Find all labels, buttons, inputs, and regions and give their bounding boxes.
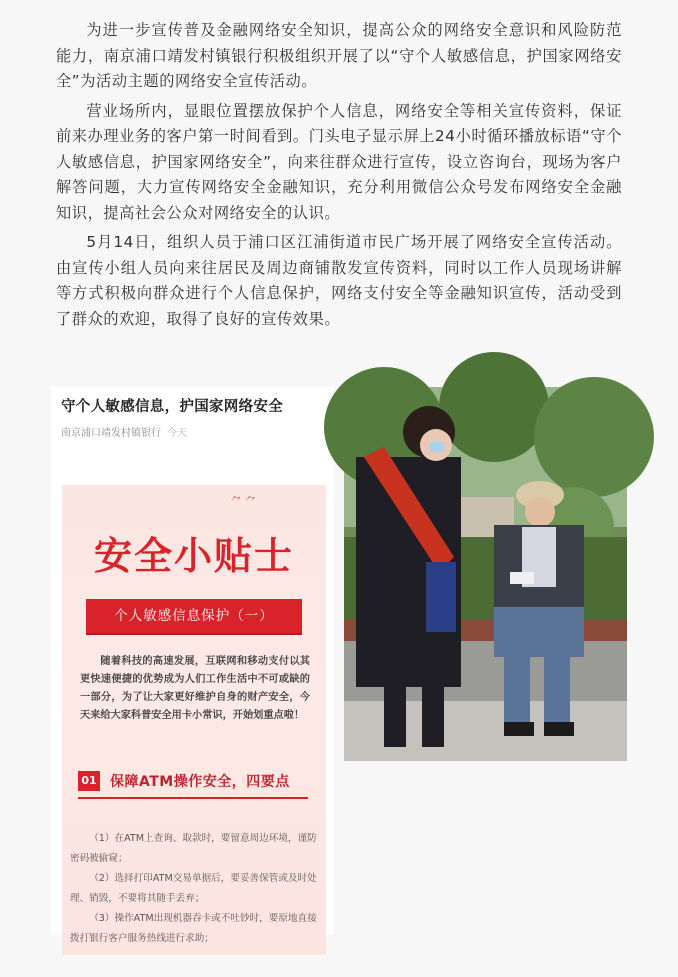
poster-source: 南京浦口靖发村镇银行 <box>61 428 161 439</box>
section-title: 保障ATM操作安全，四要点 <box>110 774 290 790</box>
tips-banner: 个人敏感信息保护（一） <box>86 599 302 633</box>
tips-title: 安全小贴士 <box>93 533 294 578</box>
event-photo <box>344 387 627 761</box>
poster-time: 今天 <box>167 428 187 439</box>
poster-meta <box>61 424 187 439</box>
tips-intro: 随着科技的高速发展，互联网和移动支付以其更快速便捷的优势成为人们工作生活中不可或缺的一部分，为了让大家更好维护自身的财产安全，今天来给大家科普安全用卡小常识，开始划重点啦！ <box>80 656 310 721</box>
step-2: （2）选择打印ATM交易单据后，要妥善保管或及时处理、销毁，不要将其随手丢弃； <box>70 873 317 904</box>
event-photo-illustration <box>344 387 627 761</box>
section-number-badge: 01 <box>78 771 100 791</box>
step-1: （1）在ATM上查询、取款时，要留意周边环境，谨防密码被偷窥； <box>70 833 317 864</box>
article-paragraph-2: 营业场所内，显眼位置摆放保护个人信息，网络安全等相关宣传资料，保证前来办理业务的客户第一时间看到。门头电子显示屏上24小时循环播放标语“守个人敏感信息，护国家网络安全”，向来往群众进行宣传，设立咨询台，现场为客户解答问题，大力宣传网络安全金融知识，充分利用微信公众号发布网络安全金融知识，提高社会公众对网络安全的认识。 <box>56 101 622 222</box>
birds-decoration-icon: ⺈ ⺈ <box>230 495 256 508</box>
safety-tips-card <box>62 485 326 955</box>
article-paragraph-1: 为进一步宣传普及金融网络安全知识，提高公众的网络安全意识和风险防范能力，南京浦口靖发村镇银行积极组织开展了以“守个人敏感信息，护国家网络安全”为活动主题的网络安全宣传活动。 <box>56 21 622 90</box>
step-3: （3）操作ATM出现机器吞卡或不吐钞时，要原地直接拨打银行客户服务热线进行求助； <box>70 913 317 944</box>
poster-image <box>51 387 334 944</box>
article-paragraph-3: 5月14日，组织人员于浦口区江浦街道市民广场开展了网络安全宣传活动。由宣传小组人员向来往居民及周边商铺散发宣传资料，同时以工作人员现场讲解等方式积极向群众进行个人信息保护，网络支付安全等金融知识宣传，活动受到了群众的欢迎，取得了良好的宣传效果。 <box>56 233 622 328</box>
poster-title: 守个人敏感信息，护国家网络安全 <box>61 399 283 415</box>
tips-steps <box>70 829 318 949</box>
article-body <box>56 18 622 336</box>
section-underline <box>78 797 308 799</box>
